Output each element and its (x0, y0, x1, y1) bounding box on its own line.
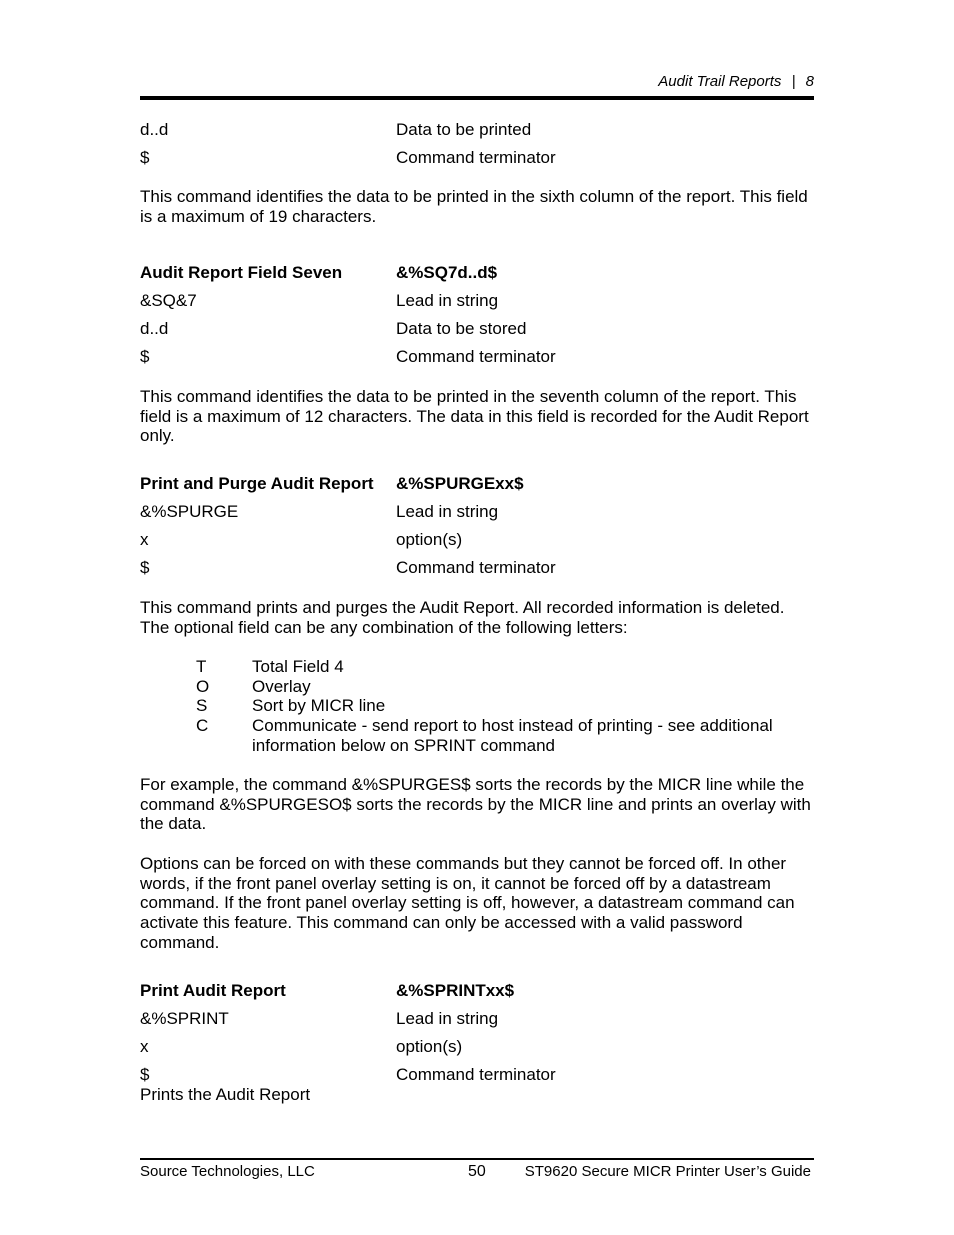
footer-company: Source Technologies, LLC (140, 1163, 315, 1180)
param-code: $ (140, 1065, 150, 1084)
option-letter: C (196, 716, 209, 735)
running-header (658, 73, 814, 90)
param-desc: Lead in string (396, 291, 499, 310)
option-text: Total Field 4 (252, 657, 344, 676)
command-title: Print and Purge Audit Report (140, 474, 374, 493)
option-text: Sort by MICR line (252, 696, 386, 715)
option-letter: T (196, 657, 207, 676)
description-paragraph: This command identifies the data to be printed in the sixth column of the report. This field is a maximum of 19 characters. (140, 187, 808, 226)
command-note: Prints the Audit Report (140, 1085, 311, 1104)
param-desc: Lead in string (396, 502, 499, 521)
option-letter: O (196, 677, 210, 696)
param-desc: Command terminator (396, 558, 556, 577)
param-desc: Data to be printed (396, 120, 532, 139)
command-syntax: &%SQ7d..d$ (396, 263, 498, 282)
page-number: 50 (468, 1163, 486, 1180)
param-desc: Command terminator (396, 148, 556, 167)
param-code: d..d (140, 319, 169, 338)
param-code: x (140, 530, 149, 549)
param-code: &SQ&7 (140, 291, 197, 310)
param-desc: Command terminator (396, 347, 556, 366)
footer-guide-title: ST9620 Secure MICR Printer User’s Guide (524, 1163, 811, 1180)
header-section: Audit Trail Reports (658, 73, 782, 90)
option-text: Overlay (252, 677, 311, 696)
command-syntax: &%SPURGExx$ (396, 474, 524, 493)
param-desc: Data to be stored (396, 319, 527, 338)
param-code: &%SPRINT (140, 1009, 229, 1028)
command-title: Audit Report Field Seven (140, 263, 343, 282)
param-desc: Lead in string (396, 1009, 499, 1028)
param-code: x (140, 1037, 149, 1056)
param-code: &%SPURGE (140, 502, 239, 521)
header-separator: | (791, 73, 796, 90)
description-paragraph: This command prints and purges the Audit Report. All recorded information is deleted. The optional field can be any combination of the following letters: (140, 598, 785, 637)
footer-rule (140, 1158, 814, 1160)
command-syntax: &%SPRINTxx$ (396, 981, 515, 1000)
param-code: $ (140, 148, 150, 167)
param-desc: option(s) (396, 530, 463, 549)
command-title: Print Audit Report (140, 981, 286, 1000)
option-text: Communicate - send report to host instead of printing - see additional information below on SPRINT command (252, 716, 773, 755)
param-desc: Command terminator (396, 1065, 556, 1084)
param-code: $ (140, 558, 150, 577)
param-desc: option(s) (396, 1037, 463, 1056)
description-paragraph: This command identifies the data to be printed in the seventh column of the report. This field is a maximum of 12 characters. The data in this field is recorded for the Audit Report only. (140, 387, 809, 446)
forced-options-paragraph: Options can be forced on with these commands but they cannot be forced off. In other words, if the front panel overlay setting is on, it cannot be forced off by a datastream command. If the front panel overlay setting is off, however, a datastream command can activate this feature. This command can only be accessed with a valid password command. (140, 854, 795, 952)
header-chapter: 8 (805, 73, 814, 90)
example-paragraph: For example, the command &%SPURGES$ sorts the records by the MICR line while the command &%SPURGESO$ sorts the records by the MICR line and prints an overlay with the data. (140, 775, 811, 834)
option-letter: S (196, 696, 208, 715)
param-code: d..d (140, 120, 169, 139)
param-code: $ (140, 347, 150, 366)
header-rule (140, 96, 814, 100)
